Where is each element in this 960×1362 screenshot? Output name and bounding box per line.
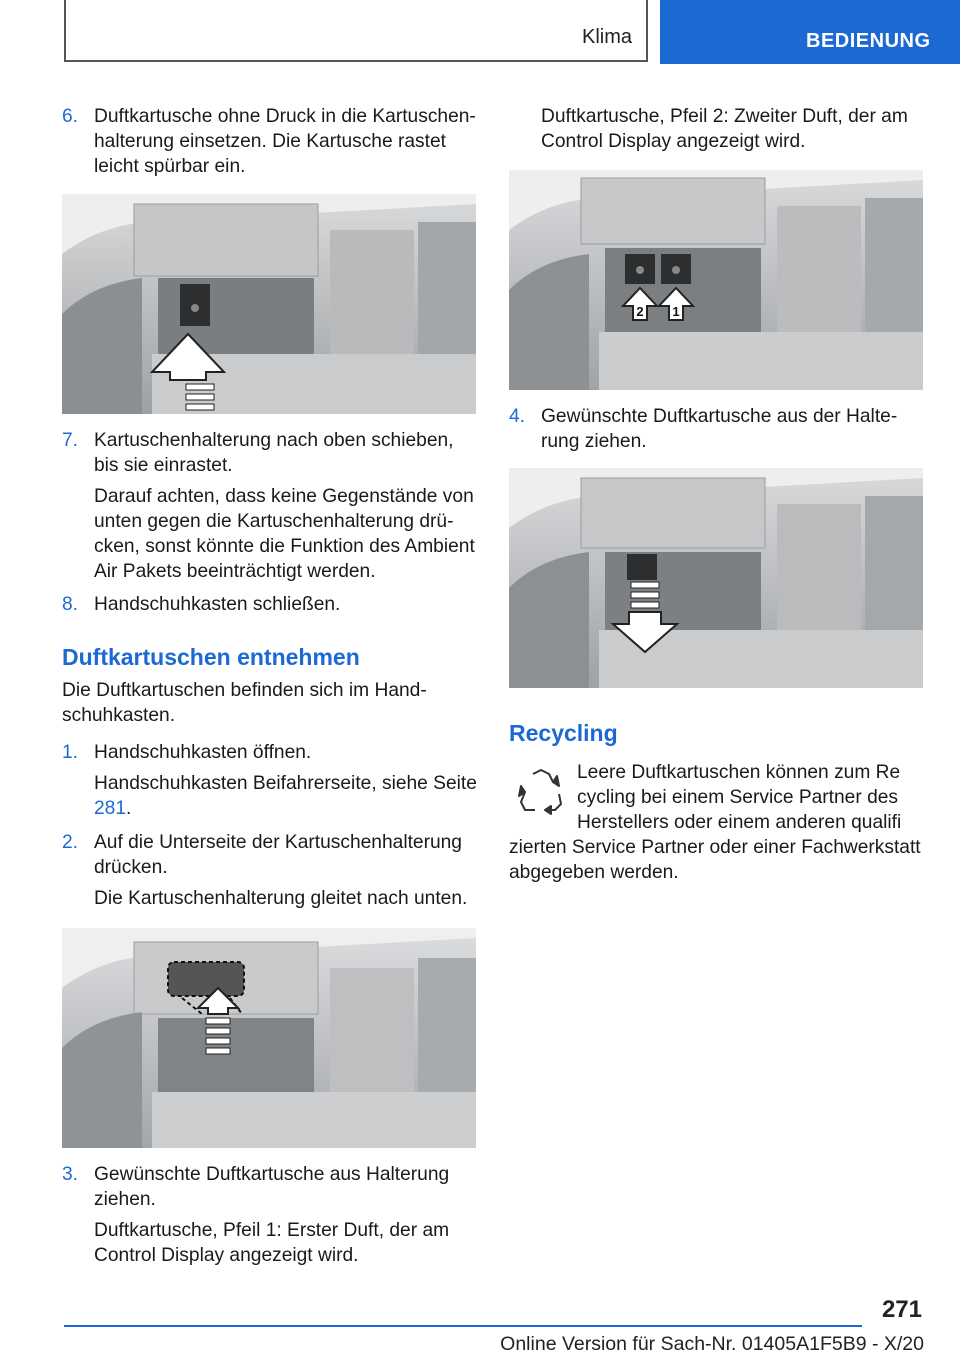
photo-pull-cartridge bbox=[509, 468, 923, 688]
footer-divider bbox=[64, 1325, 862, 1327]
section-heading: Duftkartuschen entnehmen bbox=[62, 644, 360, 670]
recycling-line-3: Herstellers oder einem anderen qualifi bbox=[577, 812, 902, 833]
recycling-line-2: cycling bei einem Service Partner des bbox=[577, 787, 899, 808]
page-header bbox=[0, 0, 960, 64]
step-note: Handschuhkasten Beifahrerseite, siehe Seite 281. bbox=[94, 773, 477, 819]
removal-step-4 bbox=[509, 404, 925, 454]
step-7 bbox=[62, 428, 478, 584]
step-6 bbox=[62, 104, 478, 179]
step-text: Gewünschte Duftkartusche aus der Halterung ziehen. bbox=[541, 406, 898, 452]
photo-press-holder bbox=[62, 928, 476, 1148]
recycling-line-1: Leere Duftkartuschen können zum Re bbox=[577, 762, 901, 783]
step-number: 7. bbox=[62, 430, 79, 451]
step-number: 3. bbox=[62, 1164, 79, 1185]
photo-two-cartridges bbox=[509, 170, 923, 390]
step-number: 4. bbox=[509, 406, 526, 427]
recycling-heading: Recycling bbox=[509, 720, 618, 746]
recycling-icon bbox=[513, 764, 569, 820]
section-intro: Die Duftkartuschen befinden sich im Handschuhkasten. bbox=[62, 680, 427, 726]
footer-version-text: Online Version für Sach-Nr. 01405A1F5B9 - X/20 bbox=[500, 1333, 924, 1355]
page-number: 271 bbox=[881, 1296, 922, 1323]
removal-step-2 bbox=[62, 830, 478, 911]
page-reference-link[interactable]: 281 bbox=[94, 798, 127, 819]
step-text: Kartuschenhalterung nach oben schieben, bis sie einrastet. bbox=[94, 430, 454, 476]
step-number: 6. bbox=[62, 106, 79, 127]
recycling-text bbox=[509, 760, 925, 885]
arrow-label-1: 1 bbox=[672, 304, 680, 319]
step-text: Handschuhkasten schließen. bbox=[94, 594, 341, 615]
step-note: Die Kartuschenhalterung gleitet nach unten. bbox=[94, 888, 468, 909]
step-text: Auf die Unterseite der Kartuschenhalterung drücken. bbox=[94, 832, 462, 878]
step-number: 8. bbox=[62, 594, 79, 615]
step-text: Gewünschte Duftkartusche aus Halterung ziehen. bbox=[94, 1164, 450, 1210]
removal-step-3 bbox=[62, 1162, 478, 1268]
header-section-title: Klima bbox=[581, 26, 632, 48]
step-note: Duftkartusche, Pfeil 1: Erster Duft, der am Control Display angezeigt wird. bbox=[94, 1220, 450, 1266]
step-text: Handschuhkasten öffnen. bbox=[94, 742, 312, 763]
step-number: 1. bbox=[62, 742, 79, 763]
header-section-box bbox=[64, 0, 648, 62]
removal-step-1 bbox=[62, 740, 478, 821]
step-text: Duftkartusche ohne Druck in die Kartuschenhalterung einsetzen. Die Kartusche rastet leicht spürbar ein. bbox=[94, 106, 476, 177]
step-number: 2. bbox=[62, 832, 79, 853]
recycling-line-rest: zierten Service Partner oder einer Fachwerkstatt abgegeben werden. bbox=[509, 837, 921, 883]
header-chapter-tab: BEDIENUNG bbox=[660, 0, 960, 64]
photo-insert-cartridge bbox=[62, 194, 476, 414]
step-note: Darauf achten, dass keine Gegenstände von unten gegen die Kartuschenhalterung drücken, sonst könnte die Funktion des Ambient Air Pakets beeinträchtigt werden. bbox=[94, 486, 475, 582]
step-3-continuation: Duftkartusche, Pfeil 2: Zweiter Duft, der am Control Display angezeigt wird. bbox=[541, 106, 908, 152]
arrow-label-2: 2 bbox=[636, 304, 644, 319]
step-8 bbox=[62, 592, 478, 617]
